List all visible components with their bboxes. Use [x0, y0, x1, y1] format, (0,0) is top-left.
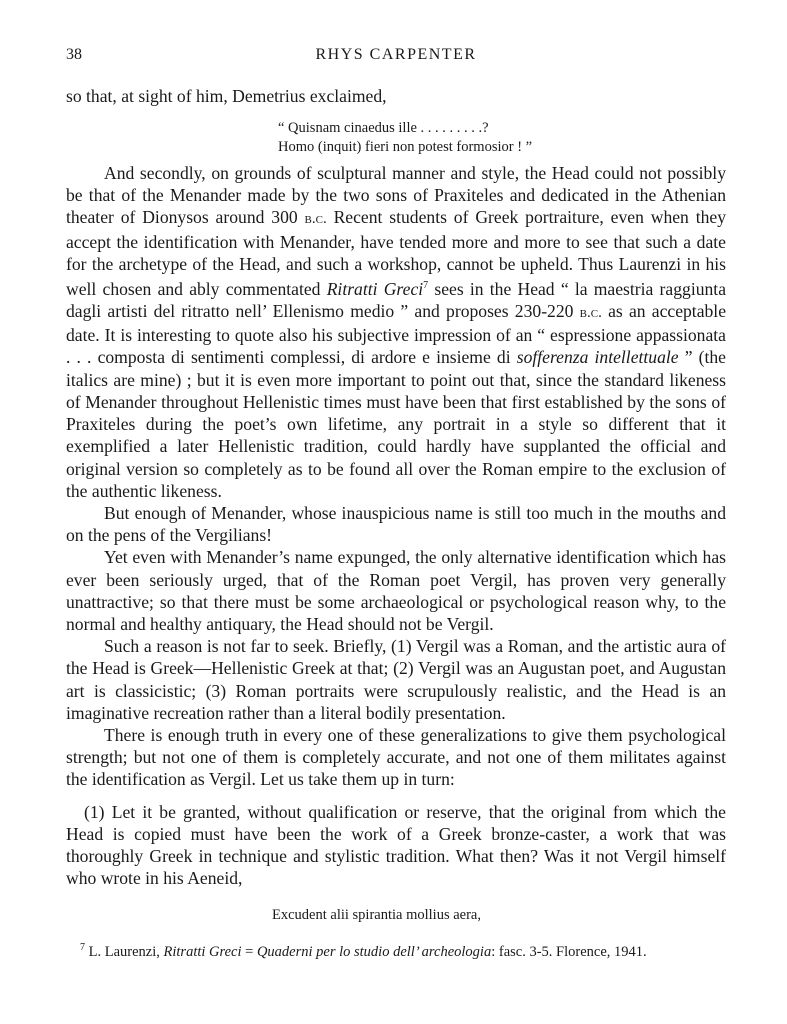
emphasis-text: sofferenza intellettuale	[516, 347, 679, 368]
quote-block-1	[278, 119, 718, 156]
paragraph-3: Yet even with Menander’s name expunged, the only alternative identification which has ever been seriously urged, that of the Roman poet Vergil, has proven very generally unattractive; so that there must be some archaeological or psychological reason why, to the normal and healthy antiquary, the Head should not be Vergil.	[66, 547, 726, 634]
quote-line-2: Homo (inquit) fieri non potest formosior ! ”	[278, 138, 533, 155]
para1-text-d: as an acceptable date. It is interesting to quote also his subjective impression of an “ espressione appassionata . . . composta di sentimenti complessi, di ardore e insieme di	[66, 301, 726, 368]
footnote-ref: 7	[423, 280, 429, 292]
para1-text-e: ” (the italics are mine) ; but it is even more important to point out that, since the standard likeness of Menander throughout Hellenistic times must have been that first established by the sons of Praxiteles during the poet’s own lifetime, any portrait in a style so different that it exemplified a later Hellenistic tradition, could hardly have supplanted the official and original version so completely as to be found all over the Roman empire to the exclusion of the authentic likeness.	[66, 347, 726, 501]
intro-line: so that, at sight of him, Demetrius exclaimed,	[66, 86, 387, 106]
paragraph-4: Such a reason is not far to seek. Briefly, (1) Vergil was a Roman, and the artistic aura of the Head is Greek—Hellenistic Greek at that; (2) Vergil was an Augustan poet, and Augustan art is classicistic; (3) Roman portraits were scrupulously realistic, and the Head is an imaginative recreation rather than a literal bodily presentation.	[66, 636, 726, 723]
quote-block-2: Excudent alii spirantia mollius aera,	[272, 907, 481, 923]
bc-abbrev: b.c.	[579, 305, 602, 322]
footnote-equals: =	[241, 943, 257, 960]
paragraph-5: There is enough truth in every one of these generalizations to give them psychological strength; but not one of them is completely accurate, and not one of them militates against the identification as Vergil. Let us take them up in turn:	[66, 724, 726, 790]
page-header	[66, 46, 726, 70]
quote-line-1: “ Quisnam cinaedus ille . . . . . . . . .?	[278, 120, 489, 136]
page-number: 38	[66, 46, 82, 63]
paragraph-1	[66, 162, 726, 502]
para1-text-c: sees in the Head “ la maestria raggiunta dagli artisti del ritratto nell’ Ellenismo medio ” and proposes 230-220	[66, 278, 726, 322]
para1-text-a: And secondly, on grounds of sculptural manner and style, the Head could not possibly be that of the Menander made by the two sons of Praxiteles and dedicated in the Athenian theater of Dionysos around 300	[66, 163, 726, 228]
footnote-mark: 7	[80, 942, 85, 953]
footnote-author: L. Laurenzi,	[85, 943, 164, 960]
paragraph-6: (1) Let it be granted, without qualification or reserve, that the original from which the Head is copied must have been the work of a Greek bronze-caster, a work that was thoroughly Greek in technique and stylistic tradition. What then? Was it not Vergil himself who wrote in his Aeneid,	[66, 801, 726, 889]
footnote	[66, 938, 726, 962]
body-text	[66, 162, 726, 889]
running-head: RHYS CARPENTER	[315, 46, 477, 63]
footnote-title-2: Quaderni per lo studio dell’ archeologia	[256, 943, 492, 960]
paragraph-2: But enough of Menander, whose inauspicious name is still too much in the mouths and on the pens of the Vergilians!	[66, 502, 726, 546]
footnote-title-1: Ritratti Greci	[163, 943, 242, 960]
book-title: Ritratti Greci	[326, 278, 424, 299]
bc-abbrev: b.c.	[304, 211, 327, 228]
para1-text-b: Recent students of Greek portraiture, even when they accept the identification with Menander, have tended more and more to see that such a date for the archetype of the Head, and such a workshop, cannot be upheld. Thus Laurenzi in his well chosen and ably commentated	[66, 207, 726, 299]
footnote-rest: : fasc. 3-5. Florence, 1941.	[491, 943, 647, 960]
